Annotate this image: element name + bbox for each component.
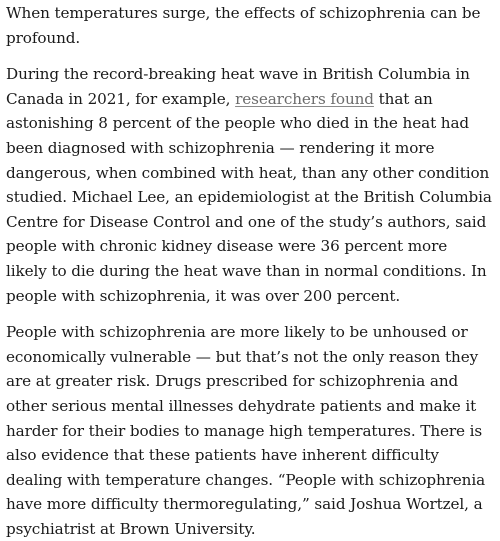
researchers-found-link[interactable]: researchers found — [235, 89, 374, 108]
paragraph-intro: When temperatures surge, the effects of schizophrenia can be profound. — [6, 4, 481, 47]
article-body — [0, 1, 500, 541]
paragraph-text-before-link: During the record-breaking heat wave in British Columbia in Canada in 2021, for example, — [6, 65, 470, 108]
paragraph-risk-factors: People with schizophrenia are more likely to be unhoused or economically vulnerable — but that’s not the only reason they are at greater risk. Drugs prescribed for schizophrenia and other serious mental illnesses dehydrate patients and make it harder for their bodies to manage high temperatures. There is also evidence that these patients have inherent difficulty dealing with temperature changes. “People with schizophrenia have more difficulty thermoregulating,” said Joshua Wortzel, a psychiatrist at Brown University. — [6, 323, 486, 538]
paragraph-text-after-link: that an astonishing 8 percent of the people who died in the heat had been diagnosed with schizophrenia — rendering it more dangerous, when combined with heat, than any other condition studied. Michael Lee, an epidemiologist at the British Columbia Centre for Disease Control and one of the study’s authors, said people with chronic kidney disease were 36 percent more likely to die during the heat wave than in normal conditions. In people with schizophrenia, it was over 200 percent. — [6, 89, 492, 305]
paragraph-heat-wave-study — [6, 62, 492, 308]
